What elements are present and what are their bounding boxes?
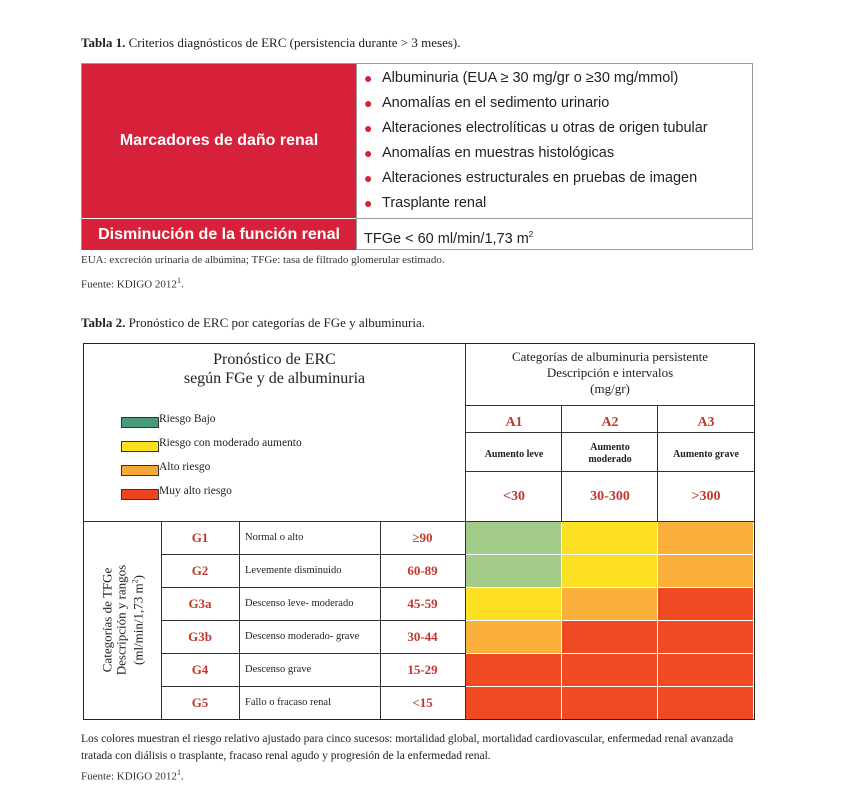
g5-desc: Fallo o fracaso renal — [245, 697, 332, 708]
g3a-code: G3a — [188, 596, 212, 611]
risk-cell-g3a-a2 — [562, 588, 657, 620]
risk-cell-g2-a2 — [562, 555, 657, 587]
table2 — [83, 343, 755, 720]
list-item: ● Anomalías en muestras histológicas — [364, 141, 754, 166]
grid-line — [465, 405, 754, 406]
grid-line — [84, 521, 754, 522]
grid-line — [465, 432, 754, 433]
risk-cell-g3b-a1 — [466, 621, 561, 653]
g3b-code: G3b — [188, 629, 212, 644]
g5-range: <15 — [412, 695, 433, 710]
legend-label-veryhigh: Muy alto riesgo — [159, 485, 232, 497]
g3a-desc: Descenso leve- moderado — [245, 598, 354, 609]
bullet-icon: ● — [364, 195, 373, 211]
table1-row2-header: Disminución de la función renal — [82, 219, 356, 250]
list-item: ● Alteraciones electrolíticas u otras de origen tubular — [364, 116, 754, 141]
legend-label-moderate: Riesgo con moderado aumento — [159, 437, 302, 449]
g4-desc: Descenso grave — [245, 664, 312, 675]
bullet-icon: ● — [364, 145, 373, 161]
g1-desc: Normal o alto — [245, 532, 304, 543]
risk-cell-g3a-a3 — [658, 588, 753, 620]
table2-caption — [81, 315, 425, 331]
risk-cell-g4-a2 — [562, 654, 657, 686]
grid-line — [161, 587, 466, 588]
albuminuria-header: Categorías de albuminuria persistente Descripción e intervalos (mg/gr) — [511, 349, 709, 396]
risk-cell-g3b-a2 — [562, 621, 657, 653]
risk-cell-g5-a3 — [658, 687, 753, 719]
table1-vertical-divider — [356, 64, 357, 250]
table1 — [81, 63, 753, 250]
g3b-desc: Descenso moderado- grave — [245, 631, 360, 642]
a1-range: <30 — [503, 489, 525, 504]
table1-note: EUA: excreción urinaria de albúmina; TFGe: tasa de filtrado glomerular estimado. — [81, 254, 445, 266]
a1-code: A1 — [505, 415, 523, 430]
table2-title: Pronóstico de ERC según FGe y de albuminuria — [183, 351, 366, 387]
side-label: Categorías de TFGe Descripción y rangos (ml/min/1,73 $m^2$) — [98, 564, 146, 676]
a3-range: >300 — [691, 489, 721, 504]
legend-swatch-veryhigh — [121, 489, 159, 500]
table2-caption-bold: Tabla 2. — [81, 315, 126, 330]
risk-cell-g3b-a3 — [658, 621, 753, 653]
a2-range: 30-300 — [590, 489, 630, 504]
table1-caption — [81, 35, 460, 51]
risk-cell-g1-a3 — [658, 522, 753, 554]
bullet-icon: ● — [364, 120, 373, 136]
risk-cell-g2-a3 — [658, 555, 753, 587]
legend-label-high: Alto riesgo — [159, 461, 211, 473]
grid-line — [657, 405, 658, 521]
risk-cell-g4-a3 — [658, 654, 753, 686]
grid-line — [465, 471, 754, 472]
bullet-icon: ● — [364, 95, 373, 111]
g3a-range: 45-59 — [407, 596, 438, 611]
legend-swatch-low — [121, 417, 159, 428]
list-item: ● Albuminuria (EUA ≥ 30 mg/gr o ≥30 mg/mmol) — [364, 66, 754, 91]
legend-label-low: Riesgo Bajo — [159, 413, 216, 425]
table1-source: Fuente: KDIGO 2012$^1$. — [81, 276, 184, 291]
table2-source: Fuente: KDIGO 2012$^1$. — [81, 768, 184, 783]
g4-range: 15-29 — [407, 662, 438, 677]
grid-line — [161, 686, 466, 687]
list-item: ● Anomalías en el sedimento urinario — [364, 91, 754, 116]
g3b-range: 30-44 — [407, 629, 438, 644]
bullet-icon: ● — [364, 170, 373, 186]
risk-cell-g1-a1 — [466, 522, 561, 554]
legend-swatch-moderate — [121, 441, 159, 452]
table1-row1-header: Marcadores de daño renal — [82, 64, 356, 218]
table1-marker-list — [364, 66, 754, 216]
g2-desc: Levemente disminuido — [245, 565, 342, 576]
table2-note: Los colores muestran el riesgo relativo ajustado para cinco sucesos: mortalidad global, mortalidad cardiovascular, enfermedad renal avanzada tratada con diálisis o trasplante, fracaso renal agudo y progresión de la enfermedad renal. — [81, 733, 734, 762]
list-item: ● Trasplante renal — [364, 191, 754, 216]
risk-cell-g4-a1 — [466, 654, 561, 686]
a2-desc: Aumento moderado — [588, 442, 632, 465]
risk-cell-g3a-a1 — [466, 588, 561, 620]
g5-code: G5 — [191, 695, 209, 710]
a3-code: A3 — [697, 415, 715, 430]
grid-line — [561, 405, 562, 521]
g1-range: ≥90 — [412, 530, 433, 545]
risk-cell-g2-a1 — [466, 555, 561, 587]
g2-code: G2 — [191, 563, 209, 578]
a2-code: A2 — [601, 415, 619, 430]
table2-caption-text: Pronóstico de ERC por categorías de FGe y albuminuria. — [128, 315, 425, 330]
table1-caption-bold: Tabla 1. — [81, 35, 126, 50]
grid-line — [161, 554, 466, 555]
grid-line — [161, 653, 466, 654]
risk-cell-g5-a1 — [466, 687, 561, 719]
a3-desc: Aumento grave — [673, 449, 739, 460]
table1-caption-text: Criterios diagnósticos de ERC (persistencia durante > 3 meses). — [128, 35, 461, 50]
g1-code: G1 — [191, 530, 209, 545]
legend-swatch-high — [121, 465, 159, 476]
a1-desc: Aumento leve — [484, 449, 544, 460]
g2-range: 60-89 — [407, 563, 438, 578]
risk-cell-g1-a2 — [562, 522, 657, 554]
bullet-icon: ● — [364, 70, 373, 86]
table1-row2-value: TFGe < 60 ml/min/1,73 $m^2$ — [364, 230, 534, 247]
g4-code: G4 — [191, 662, 209, 677]
risk-cell-g5-a2 — [562, 687, 657, 719]
list-item: ● Alteraciones estructurales en pruebas de imagen — [364, 166, 754, 191]
grid-line — [161, 620, 466, 621]
side-label-cell — [84, 521, 161, 719]
